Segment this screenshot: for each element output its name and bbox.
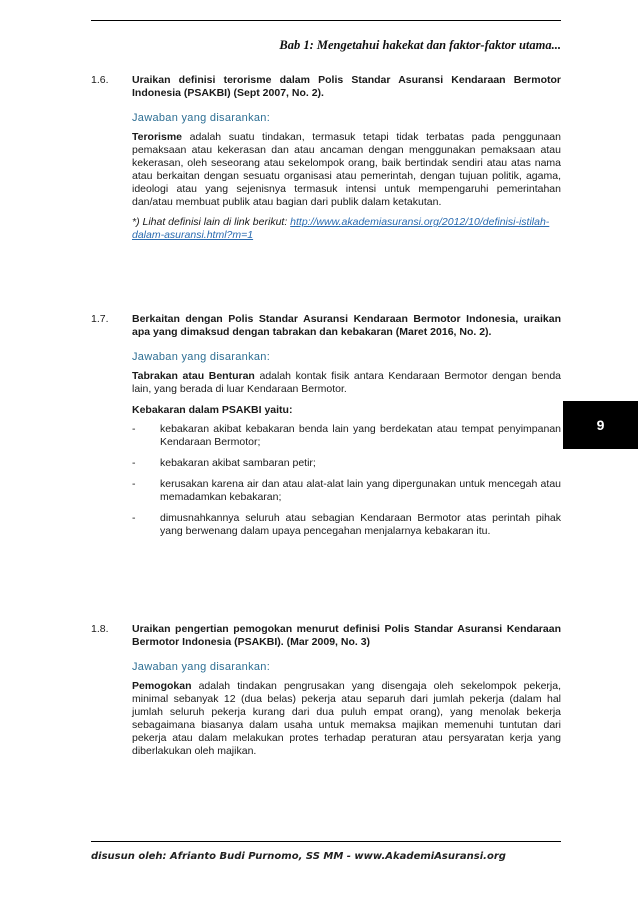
question-text: Uraikan definisi terorisme dalam Polis Standar Asuransi Kendaraan Bermotor Indonesia (PSAKBI) (Sept 2007, No. 2).	[132, 74, 561, 99]
answer-text: adalah tindakan pengrusakan yang disengaja oleh sekelompok pekerja, minimal sebanyak 12 (dua belas) pekerja atau separuh dari jumlah pekerja (dalam hal jumlah seluruh pekerja kurang dari dua puluh empat orang), yang menolak bekerja sebagaimana biasanya dalam usaha untuk memaksa majikan memenuhi tuntutan dari pekerja atau dalam melakukan protes terhadap peraturan atau persyaratan kerja yang diberlakukan oleh majikan.	[132, 680, 561, 757]
list-item-text: kebakaran akibat kebakaran benda lain yang berdekatan atau tempat penyimpanan Kendaraan Bermotor;	[160, 423, 561, 448]
list-item	[132, 512, 561, 538]
footer-rule	[91, 841, 561, 842]
list-dash: -	[132, 423, 136, 435]
list-dash: -	[132, 457, 136, 469]
fire-subheading: Kebakaran dalam PSAKBI yaitu:	[132, 404, 293, 416]
answer-paragraph	[132, 131, 561, 209]
answer-text: adalah suatu tindakan, termasuk tetapi tidak terbatas pada penggunaan pemaksaan atau kekerasan dan atau ancaman dengan menggunakan pemaksaan atau kekerasan, oleh seseorang atau sekelompok orang, baik bertindak sendiri atau atas nama atau berkaitan dengan sesuatu organisasi atau pemerintah, dengan tujuan politik, agama, ideologi atau yang sejenisnya termasuk intensi untuk mempengaruhi pemerintahan dan/atau membuat publik atau bagian dari publik dalam ketakutan.	[132, 131, 561, 208]
defined-term: Pemogokan	[132, 680, 192, 692]
answer-paragraph	[132, 680, 561, 758]
list-item	[132, 478, 561, 504]
question-text: Uraikan pengertian pemogokan menurut definisi Polis Standar Asuransi Kendaraan Bermotor Indonesia (PSAKBI). (Mar 2009, No. 3)	[132, 623, 561, 648]
defined-term: Terorisme	[132, 131, 182, 143]
reference-link[interactable]: http://www.akademiasuransi.org/2012/10/definisi-istilah-dalam-asuransi.html?m=1	[132, 216, 550, 241]
answer-paragraph	[132, 370, 561, 396]
question-item-1-7	[91, 313, 561, 546]
defined-term: Tabrakan atau Benturan	[132, 370, 255, 382]
reference-prefix: *) Lihat definisi lain di link berikut:	[132, 216, 291, 228]
header-rule	[91, 20, 561, 21]
reference-note	[132, 216, 561, 242]
list-item	[132, 457, 561, 470]
item-number: 1.6.	[91, 74, 109, 86]
question-item-1-6	[91, 74, 561, 242]
list-item-text: dimusnahkannya seluruh atau sebagian Kendaraan Bermotor atas perintah pihak yang berwenang dalam upaya pencegahan menjalarnya kebakaran itu.	[160, 512, 561, 537]
answer-heading: Jawaban yang disarankan:	[132, 661, 271, 673]
question-text: Berkaitan dengan Polis Standar Asuransi Kendaraan Bermotor Indonesia, uraikan apa yang dimaksud dengan tabrakan dan kebakaran (Maret 2016, No. 2).	[132, 313, 561, 338]
list-dash: -	[132, 478, 136, 490]
answer-heading: Jawaban yang disarankan:	[132, 351, 271, 363]
list-item-text: kebakaran akibat sambaran petir;	[160, 457, 316, 469]
answer-text: adalah kontak fisik antara Kendaraan Bermotor dengan benda lain, yang berada di luar Kendaraan Bermotor.	[132, 370, 561, 395]
item-number: 1.7.	[91, 313, 109, 325]
chapter-page-tab: 9	[563, 401, 638, 449]
list-item-text: kerusakan karena air dan atau alat-alat lain yang dipergunakan untuk mencegah atau memadamkan kebakaran;	[160, 478, 561, 503]
answer-heading: Jawaban yang disarankan:	[132, 112, 271, 124]
chapter-header: Bab 1: Mengetahui hakekat dan faktor-faktor utama...	[279, 38, 561, 52]
item-number: 1.8.	[91, 623, 109, 635]
list-item	[132, 423, 561, 449]
footer-credit: disusun oleh: Afrianto Budi Purnomo, SS MM - www.AkademiAsuransi.org	[91, 851, 506, 862]
list-dash: -	[132, 512, 136, 524]
question-item-1-8	[91, 623, 561, 758]
